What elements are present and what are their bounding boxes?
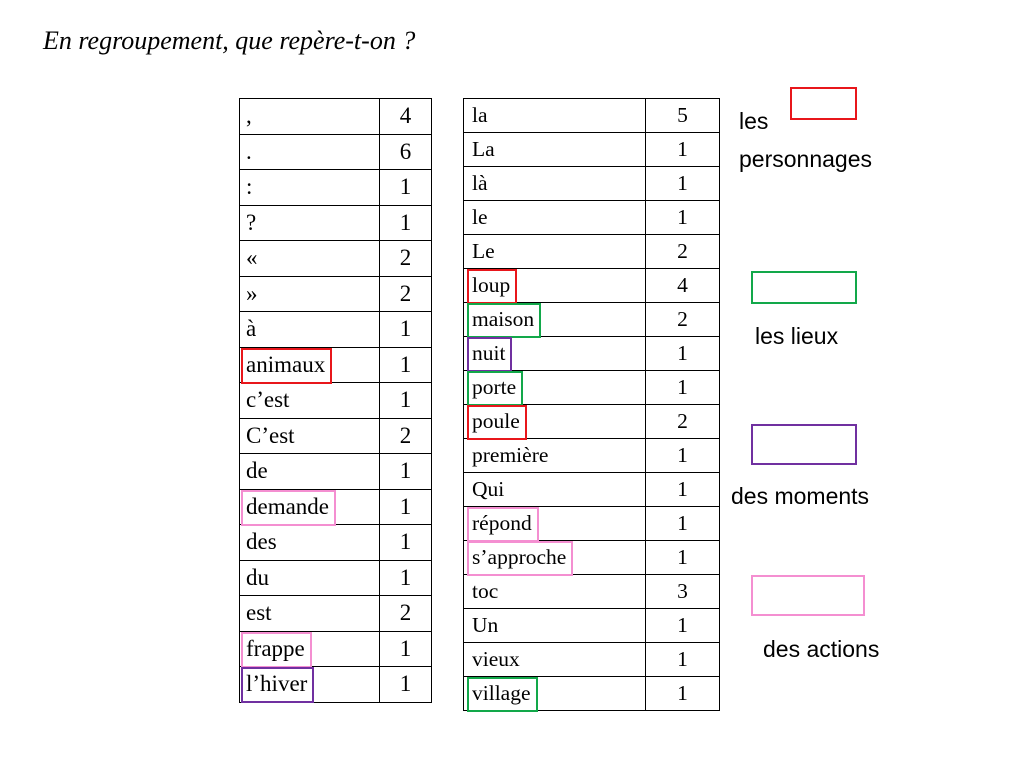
word-text: Qui [472, 477, 505, 501]
word-text: demande [246, 493, 330, 519]
word-text: le [472, 205, 488, 229]
word-text: La [472, 137, 495, 161]
table-row [240, 525, 432, 561]
word-cell [240, 383, 380, 419]
word-cell [240, 99, 380, 135]
count-cell: 1 [380, 489, 432, 525]
table-row [240, 99, 432, 135]
word-text: : [246, 174, 253, 200]
table-row [240, 454, 432, 490]
word-cell [240, 134, 380, 170]
word-text: loup [472, 273, 511, 297]
word-cell [464, 303, 646, 337]
word-cell [464, 337, 646, 371]
word-text: vieux [472, 647, 520, 671]
table-row [240, 347, 432, 383]
table-row [464, 643, 720, 677]
table-row [464, 167, 720, 201]
word-cell [464, 643, 646, 677]
word-cell [464, 405, 646, 439]
word-cell [464, 99, 646, 133]
category-mark-lieux [467, 303, 541, 338]
count-cell: 2 [380, 418, 432, 454]
count-cell: 1 [380, 170, 432, 206]
table-row [464, 303, 720, 337]
word-cell [240, 525, 380, 561]
word-cell [464, 575, 646, 609]
count-cell: 4 [646, 269, 720, 303]
count-cell: 1 [646, 371, 720, 405]
table-row [464, 439, 720, 473]
category-mark-actions [241, 632, 312, 668]
word-text: répond [472, 511, 532, 535]
table-row [464, 99, 720, 133]
word-text: des [246, 529, 277, 555]
table-row [240, 560, 432, 596]
count-cell: 1 [646, 167, 720, 201]
count-cell: 1 [646, 507, 720, 541]
word-text: « [246, 245, 258, 271]
table-row [240, 418, 432, 454]
word-text: ? [246, 209, 257, 235]
category-mark-lieux [467, 677, 538, 712]
count-cell: 1 [380, 631, 432, 667]
category-mark-moments [241, 667, 314, 703]
table-row [464, 473, 720, 507]
table-row [464, 405, 720, 439]
table-row [464, 507, 720, 541]
word-text: à [246, 316, 257, 342]
word-cell [240, 347, 380, 383]
legend-label-moments: des moments [731, 483, 870, 509]
word-cell [464, 609, 646, 643]
table-row [240, 276, 432, 312]
word-text: la [472, 103, 488, 127]
word-cell [464, 269, 646, 303]
word-cell [464, 507, 646, 541]
count-cell: 1 [646, 337, 720, 371]
word-cell [464, 235, 646, 269]
count-cell: 1 [380, 667, 432, 703]
word-cell [240, 276, 380, 312]
word-cell [240, 241, 380, 277]
word-cell [464, 167, 646, 201]
count-cell: 1 [380, 205, 432, 241]
table-row [464, 201, 720, 235]
table-row [464, 575, 720, 609]
legend-swatch-actions [751, 575, 865, 616]
count-cell: 4 [380, 99, 432, 135]
table-row [464, 269, 720, 303]
word-cell [240, 418, 380, 454]
table-row [464, 541, 720, 575]
word-text: est [246, 600, 272, 626]
word-text: Un [472, 613, 499, 637]
word-text: village [472, 681, 531, 705]
count-cell: 1 [380, 525, 432, 561]
legend-label-lieux: les lieux [755, 323, 839, 349]
word-text: toc [472, 579, 499, 603]
count-cell: 2 [646, 303, 720, 337]
count-cell: 3 [646, 575, 720, 609]
word-text: maison [472, 307, 535, 331]
legend-label-actions: des actions [763, 636, 880, 662]
table-row [240, 170, 432, 206]
category-mark-actions [467, 507, 539, 542]
table-row [240, 383, 432, 419]
table-row [464, 133, 720, 167]
word-text: là [472, 171, 488, 195]
count-cell: 1 [646, 677, 720, 711]
word-frequency-table-1 [239, 98, 432, 703]
count-cell: 1 [380, 383, 432, 419]
word-cell [464, 541, 646, 575]
word-text: c’est [246, 387, 290, 413]
word-text: . [246, 138, 252, 164]
word-cell [240, 667, 380, 703]
count-cell: 1 [646, 201, 720, 235]
count-cell: 1 [380, 454, 432, 490]
word-cell [464, 473, 646, 507]
word-text: frappe [246, 635, 305, 661]
word-text: Le [472, 239, 495, 263]
table-row [240, 205, 432, 241]
table-row [240, 667, 432, 703]
category-mark-personnages [467, 405, 527, 440]
count-cell: 6 [380, 134, 432, 170]
word-text: du [246, 564, 269, 590]
table-row [464, 235, 720, 269]
category-mark-actions [241, 490, 336, 526]
count-cell: 2 [380, 241, 432, 277]
table-row [240, 631, 432, 667]
word-text: s’approche [472, 545, 567, 569]
table-row [240, 134, 432, 170]
word-cell [240, 170, 380, 206]
word-frequency-table-2 [463, 98, 720, 711]
word-text: » [246, 280, 258, 306]
word-text: l’hiver [246, 671, 308, 697]
count-cell: 2 [380, 276, 432, 312]
word-text: C’est [246, 422, 295, 448]
count-cell: 2 [380, 596, 432, 632]
word-text: de [246, 458, 268, 484]
table-row [464, 337, 720, 371]
count-cell: 1 [646, 473, 720, 507]
category-mark-moments [467, 337, 512, 372]
count-cell: 1 [646, 541, 720, 575]
word-cell [240, 560, 380, 596]
word-cell [464, 371, 646, 405]
table-row [464, 371, 720, 405]
word-text: première [472, 443, 549, 467]
table-row [240, 489, 432, 525]
word-cell [464, 201, 646, 235]
count-cell: 1 [380, 347, 432, 383]
word-text: porte [472, 375, 517, 399]
word-cell [464, 133, 646, 167]
word-cell [240, 205, 380, 241]
word-cell [464, 677, 646, 711]
count-cell: 2 [646, 235, 720, 269]
count-cell: 1 [646, 439, 720, 473]
word-text: nuit [472, 341, 506, 365]
word-cell [240, 596, 380, 632]
category-mark-lieux [467, 371, 523, 406]
count-cell: 1 [646, 609, 720, 643]
table-row [240, 241, 432, 277]
word-text: poule [472, 409, 520, 433]
word-cell [240, 489, 380, 525]
count-cell: 1 [380, 560, 432, 596]
table-row [240, 312, 432, 348]
word-cell [464, 439, 646, 473]
legend-swatch-personnages [790, 87, 857, 120]
legend-swatch-lieux [751, 271, 857, 304]
word-text: animaux [246, 351, 326, 377]
legend-label-personnages-line2: personnages [739, 146, 872, 172]
count-cell: 1 [646, 133, 720, 167]
table-row [240, 596, 432, 632]
count-cell: 1 [380, 312, 432, 348]
count-cell: 1 [646, 643, 720, 677]
category-mark-actions [467, 541, 573, 576]
count-cell: 2 [646, 405, 720, 439]
count-cell: 5 [646, 99, 720, 133]
table-row [464, 609, 720, 643]
word-cell [240, 312, 380, 348]
page-title: En regroupement, que repère-t-on ? [43, 26, 416, 55]
word-cell [240, 454, 380, 490]
legend-swatch-moments [751, 424, 857, 465]
category-mark-personnages [241, 348, 332, 384]
word-cell [240, 631, 380, 667]
word-text: , [246, 103, 252, 129]
table-row [464, 677, 720, 711]
category-mark-personnages [467, 269, 517, 304]
legend-label-personnages-line1: les [739, 108, 769, 134]
